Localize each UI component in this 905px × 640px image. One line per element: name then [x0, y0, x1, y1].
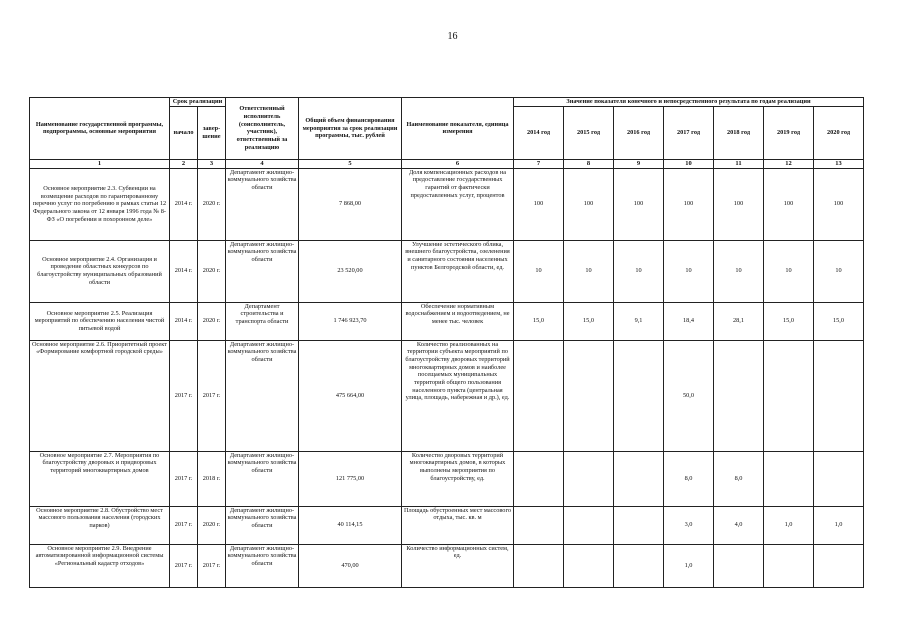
row-end: 2020 г. [198, 506, 226, 544]
column-number: 4 [226, 159, 299, 168]
row-executor: Департамент жилищно-коммунального хозяйства области [226, 544, 299, 587]
row-executor: Департамент жилищно-коммунального хозяйства области [226, 340, 299, 451]
row-value [764, 451, 814, 506]
row-value [564, 544, 614, 587]
row-value: 4,0 [714, 506, 764, 544]
row-name: Основное мероприятие 2.7. Мероприятия по благоустройству дворовых и придворовых территорий многоквартирных домов [30, 451, 170, 506]
table-row [30, 240, 864, 302]
row-value: 15,0 [814, 302, 864, 340]
row-indicator: Обеспечение нормативным водоснабжением и водоотведением, не менее тыс. человек [402, 302, 514, 340]
row-indicator: Площадь обустроенных мест массового отдыха, тыс. кв. м [402, 506, 514, 544]
row-start: 2017 г. [170, 451, 198, 506]
column-number: 13 [814, 159, 864, 168]
row-value: 10 [764, 240, 814, 302]
row-value [764, 544, 814, 587]
row-name: Основное мероприятие 2.5. Реализация мероприятий по обеспечению населения чистой питьевой водой [30, 302, 170, 340]
row-indicator: Доля компенсационных расходов на предоставление государственных гарантий от фактически предоставленных услуг, процентов [402, 168, 514, 240]
header-executor: Ответственный исполнитель (соисполнитель, участник), ответственный за реализацию [226, 98, 299, 160]
row-value [514, 544, 564, 587]
row-finance: 1 746 923,70 [299, 302, 402, 340]
row-name: Основное мероприятие 2.3. Субвенции на возмещение расходов по гарантированному перечню услуг по погребению в рамках статьи 12 Федерального закона от 12 января 1996 года № 8-ФЗ «О погребении и похоронном деле» [30, 168, 170, 240]
row-value: 1,0 [664, 544, 714, 587]
row-value: 18,4 [664, 302, 714, 340]
column-number: 12 [764, 159, 814, 168]
row-value [614, 340, 664, 451]
row-finance: 470,00 [299, 544, 402, 587]
header-year: 2018 год [714, 106, 764, 159]
row-executor: Департамент жилищно-коммунального хозяйства области [226, 451, 299, 506]
row-name: Основное мероприятие 2.8. Обустройство мест массового пользования населения (городских парков) [30, 506, 170, 544]
header-year: 2014 год [514, 106, 564, 159]
row-finance: 475 664,00 [299, 340, 402, 451]
table-row [30, 506, 864, 544]
row-end: 2020 г. [198, 302, 226, 340]
header-year: 2020 год [814, 106, 864, 159]
header-finance: Общий объем финансирования мероприятия за срок реализации программы, тыс. рублей [299, 98, 402, 160]
row-value: 10 [714, 240, 764, 302]
row-value: 10 [614, 240, 664, 302]
table-row [30, 168, 864, 240]
row-value [564, 451, 614, 506]
row-start: 2017 г. [170, 340, 198, 451]
table-row [30, 340, 864, 451]
row-value [714, 340, 764, 451]
header-year: 2015 год [564, 106, 614, 159]
column-number: 6 [402, 159, 514, 168]
row-value: 8,0 [664, 451, 714, 506]
row-value: 100 [764, 168, 814, 240]
row-indicator: Количество дворовых территорий многоквартирных домов, в которых выполнены мероприятия по благоустройству, ед. [402, 451, 514, 506]
row-finance: 40 114,15 [299, 506, 402, 544]
row-value: 10 [514, 240, 564, 302]
row-executor: Департамент жилищно-коммунального хозяйства области [226, 240, 299, 302]
row-start: 2014 г. [170, 302, 198, 340]
row-end: 2018 г. [198, 451, 226, 506]
header-start: начало [170, 106, 198, 159]
row-indicator: Количество реализованных на территории субъекта мероприятий по благоустройству дворовых территорий многоквартирных домов и наиболее посещаемых муниципальных территорий общего пользования населенного пункта (центральная улица, площадь, набережная и др.), ед. [402, 340, 514, 451]
column-number: 3 [198, 159, 226, 168]
column-number: 7 [514, 159, 564, 168]
row-indicator: Улучшение эстетического облика, внешнего благоустройства, озеленения и санитарного состояния населенных пунктов Белгородской области, ед. [402, 240, 514, 302]
page-number: 16 [447, 31, 458, 42]
column-number: 11 [714, 159, 764, 168]
row-start: 2014 г. [170, 168, 198, 240]
row-value [564, 340, 614, 451]
row-value: 10 [814, 240, 864, 302]
column-number: 10 [664, 159, 714, 168]
header-period: Срок реализации [170, 98, 226, 107]
row-value [564, 506, 614, 544]
header-values-group: Значение показателя конечного и непосредственного результата по годам реализации [514, 98, 864, 107]
row-finance: 23 520,00 [299, 240, 402, 302]
row-start: 2017 г. [170, 506, 198, 544]
row-value: 100 [564, 168, 614, 240]
header-end: завер-шение [198, 106, 226, 159]
row-value: 50,0 [664, 340, 714, 451]
row-name: Основное мероприятие 2.9. Внедрение автоматизированной информационной системы «Региональный кадастр отходов» [30, 544, 170, 587]
row-end: 2020 г. [198, 240, 226, 302]
row-value: 15,0 [514, 302, 564, 340]
row-value [514, 340, 564, 451]
row-value: 8,0 [714, 451, 764, 506]
column-number: 1 [30, 159, 170, 168]
row-end: 2017 г. [198, 544, 226, 587]
row-name: Основное мероприятие 2.6. Приоритетный проект «Формирование комфортной городской среды» [30, 340, 170, 451]
row-value [514, 506, 564, 544]
column-number: 2 [170, 159, 198, 168]
table-row [30, 544, 864, 587]
row-value [814, 451, 864, 506]
row-value [614, 544, 664, 587]
header-indicator: Наименование показателя, единица измерения [402, 98, 514, 160]
column-number: 8 [564, 159, 614, 168]
row-finance: 7 868,00 [299, 168, 402, 240]
header-name: Наименование государственной программы, подпрограммы, основные мероприятия [30, 98, 170, 160]
row-value: 100 [714, 168, 764, 240]
row-value: 28,1 [714, 302, 764, 340]
row-value [814, 544, 864, 587]
row-value: 100 [664, 168, 714, 240]
row-value [714, 544, 764, 587]
row-value: 9,1 [614, 302, 664, 340]
row-end: 2020 г. [198, 168, 226, 240]
table-row [30, 302, 864, 340]
row-value [514, 451, 564, 506]
header-year: 2017 год [664, 106, 714, 159]
row-executor: Департамент жилищно-коммунального хозяйства области [226, 506, 299, 544]
row-value: 100 [814, 168, 864, 240]
row-value: 10 [664, 240, 714, 302]
header-year: 2019 год [764, 106, 814, 159]
row-value [814, 340, 864, 451]
row-value: 100 [514, 168, 564, 240]
row-end: 2017 г. [198, 340, 226, 451]
column-number: 5 [299, 159, 402, 168]
column-number: 9 [614, 159, 664, 168]
row-executor: Департамент жилищно-коммунального хозяйства области [226, 168, 299, 240]
row-value: 1,0 [814, 506, 864, 544]
row-name: Основное мероприятие 2.4. Организация и проведение областных конкурсов по благоустройству муниципальных образований области [30, 240, 170, 302]
row-value [614, 506, 664, 544]
row-value: 1,0 [764, 506, 814, 544]
results-table [29, 97, 864, 588]
row-start: 2017 г. [170, 544, 198, 587]
row-value [614, 451, 664, 506]
table-row [30, 451, 864, 506]
row-value: 15,0 [564, 302, 614, 340]
row-executor: Департамент строительства и транспорта области [226, 302, 299, 340]
row-indicator: Количество информационных систем, ед. [402, 544, 514, 587]
row-finance: 121 775,00 [299, 451, 402, 506]
row-value: 15,0 [764, 302, 814, 340]
row-start: 2014 г. [170, 240, 198, 302]
header-year: 2016 год [614, 106, 664, 159]
row-value: 10 [564, 240, 614, 302]
row-value [764, 340, 814, 451]
row-value: 3,0 [664, 506, 714, 544]
row-value: 100 [614, 168, 664, 240]
